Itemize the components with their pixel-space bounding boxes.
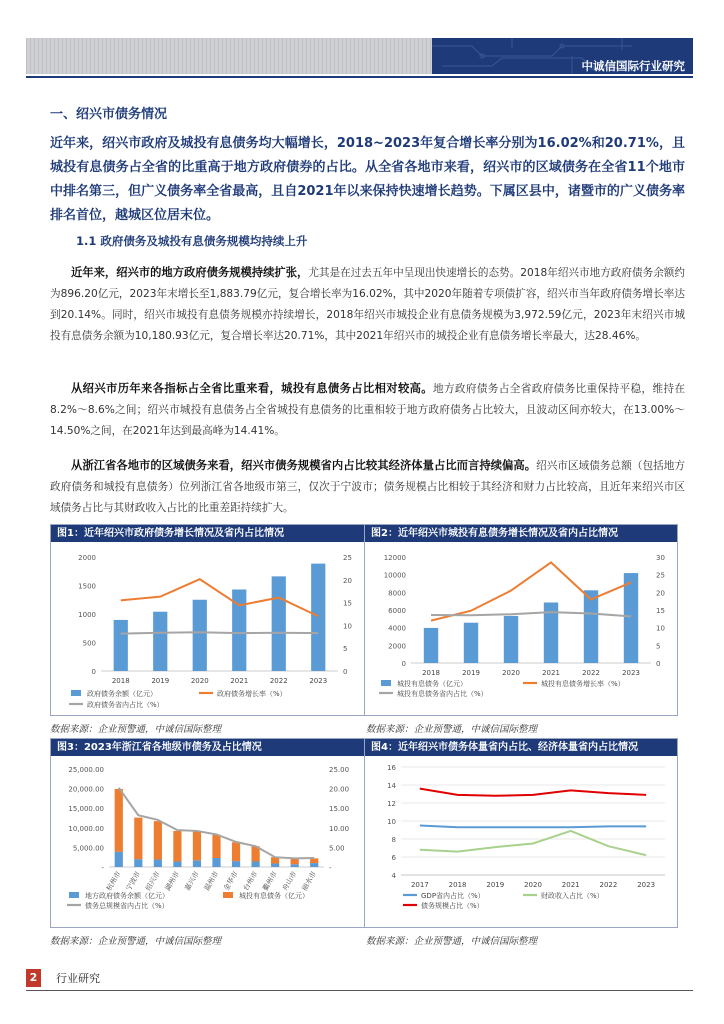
y2-tick-label: 25.00	[329, 766, 350, 774]
stacked-bar	[232, 861, 240, 867]
stacked-bar	[310, 863, 318, 867]
bar	[584, 590, 598, 663]
stacked-bar	[134, 818, 142, 860]
figure-2-source: 数据来源：企业预警通，中诚信国际整理	[366, 724, 538, 735]
x-tick-label: 金华市	[222, 870, 240, 893]
x-tick-label: 2021	[542, 669, 560, 677]
y2-tick-label: 25	[343, 554, 352, 562]
bar	[153, 612, 167, 671]
legend-label: 政府债务余额（亿元）	[87, 690, 157, 698]
y-tick-label: 15,000.00	[68, 805, 104, 814]
y2-tick-label: 10	[343, 622, 352, 631]
legend-label: GDP省内占比（%）	[421, 892, 485, 900]
paragraph-1	[50, 262, 685, 347]
y-tick-label: 1500	[78, 582, 96, 591]
paragraph-2-text: 地方政府债务占全省政府债务比重保持平稳，维持在8.2%～8.6%之间；绍兴市城投有息债务占全省城投有息债务的比重相较于地方政府债务占比较大，且波动区间亦较大，在13.00%～14.50%之间，在2021年达到最高峰为14.41%。	[50, 383, 685, 437]
legend-swatch	[223, 892, 233, 898]
y2-tick-label: 10.00	[329, 824, 350, 833]
y2-tick-label: 5.00	[329, 844, 345, 853]
header-banner	[432, 38, 693, 74]
x-tick-label: 衢州市	[261, 870, 279, 893]
page-number: 2	[26, 969, 41, 987]
y-tick-label: 5,000.00	[72, 844, 104, 853]
legend-label: 城投有息债务省内占比（%）	[397, 690, 488, 698]
figure-1-panel	[50, 524, 365, 716]
legend-label: 债务总规模省内占比（%）	[85, 902, 169, 910]
y2-tick-label: 0	[343, 668, 348, 676]
legend-swatch	[381, 680, 391, 686]
figure-3-title: 图3：2023年浙江省各地级市债务及占比情况	[51, 739, 364, 756]
y-tick-label: 25,000.00	[68, 766, 104, 774]
x-tick-label: 2022	[582, 669, 600, 677]
y2-tick-label: 10	[656, 624, 665, 633]
paragraph-2-lead: 从绍兴市历年来各指标占全省比重来看，城投有息债务占比相对较高。	[71, 382, 433, 395]
x-tick-label: 2019	[462, 669, 480, 677]
series-line	[431, 562, 631, 620]
legend-label: 城投有息债务（亿元）	[239, 892, 309, 900]
series-line	[420, 789, 646, 796]
y2-tick-label: -	[329, 864, 332, 872]
stacked-bar	[271, 863, 279, 867]
y-tick-label: 10,000.00	[68, 824, 104, 833]
stacked-bar	[173, 862, 181, 867]
y-tick-label: 10	[387, 818, 396, 826]
x-tick-label: 2022	[599, 881, 618, 889]
y-tick-label: 14	[387, 782, 396, 790]
y-tick-label: 8000	[388, 589, 406, 598]
x-tick-label: 2018	[448, 881, 467, 889]
y-tick-label: 2000	[388, 642, 406, 651]
bar	[193, 600, 207, 671]
y2-tick-label: 0	[656, 660, 661, 668]
x-tick-label: 绍兴市	[144, 870, 162, 893]
figure-4-panel	[364, 738, 678, 928]
stacked-bar	[193, 860, 201, 867]
x-tick-label: 嘉兴市	[183, 870, 201, 893]
paragraph-1-lead: 近年来，绍兴市的地方政府债务规模持续扩张，	[71, 266, 309, 279]
x-tick-label: 2019	[486, 881, 505, 889]
x-tick-label: 杭州市	[105, 870, 123, 893]
series-line	[121, 632, 319, 633]
figure-3-source: 数据来源：企业预警通，中诚信国际整理	[50, 936, 222, 947]
y2-tick-label: 15.00	[329, 805, 350, 814]
x-tick-label: 2018	[111, 677, 130, 685]
legend-label: 城投有息债务增长率（%）	[541, 680, 625, 688]
x-tick-label: 2018	[422, 669, 440, 677]
footer-rule	[26, 990, 693, 991]
figure-4-source: 数据来源：企业预警通，中诚信国际整理	[366, 936, 538, 947]
paragraph-3-text: 绍兴市区域债务总额（包括地方政府债务和城投有息债务）位列浙江省各地级市第三，仅次于宁波市；债务规模占比相较于其经济和财力占比较高，且近年来绍兴市区域债务占比与其财政收入占比的比重差距持续扩大。	[50, 460, 685, 514]
bar	[311, 564, 325, 671]
figure-1-chart	[51, 543, 364, 715]
footer-label: 行业研究	[56, 972, 100, 985]
series-line	[420, 826, 646, 828]
y-tick-label: 16	[387, 764, 396, 772]
x-tick-label: 宁波市	[124, 870, 143, 893]
x-tick-label: 2023	[637, 881, 656, 889]
x-tick-label: 温州市	[202, 870, 221, 893]
y-tick-label: 1000	[78, 611, 96, 619]
y2-tick-label: 20.00	[329, 785, 350, 794]
figure-2-title: 图2：近年绍兴市城投有息债务增长情况及省内占比情况	[365, 525, 677, 542]
figure-2-chart	[365, 543, 677, 715]
x-tick-label: 台州市	[241, 870, 260, 893]
x-tick-label: 舟山市	[280, 870, 299, 893]
stacked-bar	[134, 859, 142, 867]
stacked-bar	[154, 821, 162, 859]
header-title: 中诚信国际行业研究	[581, 59, 685, 73]
stacked-bar	[115, 789, 123, 852]
y2-tick-label: 15	[343, 599, 352, 608]
legend-label: 地方政府债务余额（亿元）	[85, 892, 169, 900]
series-line	[121, 579, 319, 616]
stacked-bar	[232, 842, 240, 861]
figure-1-source: 数据来源：企业预警通，中诚信国际整理	[50, 724, 222, 735]
y2-tick-label: 5	[656, 642, 661, 651]
bar	[272, 576, 286, 671]
bar	[464, 623, 478, 663]
x-tick-label: 2020	[190, 677, 209, 685]
figure-4-title: 图4：近年绍兴市债务体量省内占比、经济体量省内占比情况	[365, 739, 677, 756]
x-tick-label: 2019	[151, 677, 170, 685]
figure-3-panel	[50, 738, 365, 928]
legend-swatch	[69, 892, 79, 898]
figure-4-chart	[365, 757, 677, 927]
legend-swatch	[71, 690, 81, 696]
stacked-bar	[193, 831, 201, 860]
figure-2-panel	[364, 524, 678, 716]
y-tick-label: 2000	[78, 554, 96, 562]
x-tick-label: 2020	[502, 669, 520, 677]
y2-tick-label: 5	[343, 645, 348, 654]
bar	[624, 573, 638, 663]
paragraph-3-lead: 从浙江省各地市的区域债务来看，绍兴市债务规模省内占比较其经济体量占比而言持续偏高。	[71, 459, 537, 472]
legend-label: 债务规模占比（%）	[421, 902, 484, 910]
x-tick-label: 2021	[230, 677, 249, 685]
y-tick-label: 6	[391, 854, 396, 862]
stacked-bar	[212, 858, 220, 867]
stacked-bar	[173, 831, 181, 862]
x-tick-label: 2020	[524, 881, 542, 889]
y2-tick-label: 25	[656, 571, 665, 580]
paragraph-3	[50, 455, 685, 519]
y2-tick-label: 20	[343, 576, 352, 585]
stacked-bar	[291, 864, 299, 867]
stacked-bar	[251, 862, 259, 867]
stacked-bar	[310, 858, 318, 863]
y-tick-label: 10000	[383, 571, 406, 580]
stacked-bar	[212, 835, 220, 858]
lead-summary: 近年来，绍兴市政府及城投有息债务均大幅增长，2018~2023年复合增长率分别为16.02%和20.71%，且城投有息债务占全省的比重高于地方政府债券的占比。从全省各地市来看，绍兴市的区域债务在全省11个地市中排名第三，但广义债务率全省最高，且自2021年以来保持快速增长趋势。下属区县中，诸暨市的广义债务率排名首位，越城区位居末位。	[50, 136, 685, 223]
x-tick-label: 2022	[269, 677, 288, 685]
bar	[424, 628, 438, 663]
legend-label: 政府债务省内占比（%）	[87, 701, 164, 709]
legend-label: 城投有息债务（亿元）	[397, 680, 467, 688]
paragraph-1-text: 尤其是在过去五年中呈现出快速增长的态势。2018年绍兴市地方政府债务余额约为896.20亿元，2023年末增长至1,883.79亿元，复合增长率为16.02%，其中2020年随着专项债扩容，绍兴市当年政府债务增长率达到20.14%。同时，绍兴市城投有息债务规模亦持续增长，2018年绍兴市城投企业有息债务规模为3,972.59亿元，2023年末绍兴市城投有息债务余额为10,180.93亿元，复合增长率达20.71%，其中2021年绍兴市的城投企业有息债务增长率最大，达28.46%。	[50, 267, 685, 342]
series-line	[420, 831, 646, 855]
legend-label: 政府债务增长率（%）	[217, 690, 287, 698]
figure-1-title: 图1：近年绍兴市政府债务增长情况及省内占比情况	[51, 525, 364, 542]
x-tick-label: 2023	[309, 677, 328, 685]
y-tick-label: 6000	[388, 607, 406, 615]
legend-label: 财政收入占比（%）	[541, 892, 604, 900]
section-title: 一、绍兴市债务情况	[50, 107, 168, 122]
x-tick-label: 2023	[622, 669, 640, 677]
subsection-title: 1.1 政府债务及城投有息债务规模均持续上升	[76, 234, 308, 248]
y-tick-label: 12000	[383, 554, 406, 562]
stacked-bar	[115, 852, 123, 867]
y-tick-label: 0	[401, 660, 406, 668]
y-tick-label: 500	[82, 639, 96, 648]
stacked-bar	[154, 860, 162, 867]
figure-3-chart	[51, 757, 364, 927]
y2-tick-label: 15	[656, 607, 665, 615]
y-tick-label: 4	[391, 872, 396, 880]
y-tick-label: 0	[91, 668, 96, 676]
y-tick-label: 8	[391, 836, 396, 844]
y-tick-label: 4000	[388, 624, 406, 633]
x-tick-label: 丽水市	[300, 870, 318, 893]
y2-tick-label: 30	[656, 554, 665, 562]
x-tick-label: 2021	[561, 881, 580, 889]
y2-tick-label: 20	[656, 589, 665, 598]
y-tick-label: 12	[387, 800, 396, 808]
header-rule	[26, 76, 693, 78]
bar	[504, 616, 518, 663]
y-tick-label: -	[101, 864, 104, 872]
x-tick-label: 2017	[410, 881, 429, 889]
paragraph-2	[50, 378, 685, 442]
bar	[114, 620, 128, 671]
x-tick-label: 湖州市	[163, 870, 182, 893]
y-tick-label: 20,000.00	[68, 785, 104, 794]
